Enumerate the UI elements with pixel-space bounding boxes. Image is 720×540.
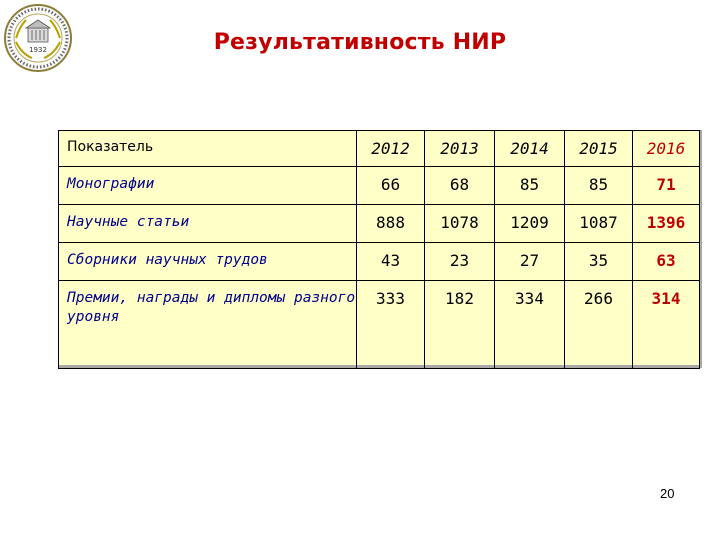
table-header-row — [59, 131, 700, 167]
table-cell-highlight: 71 — [633, 167, 700, 205]
table-cell: 1209 — [495, 205, 565, 243]
row-label: Сборники научных трудов — [59, 243, 357, 281]
table-row — [59, 243, 700, 281]
table-cell: 266 — [565, 281, 633, 369]
table-row — [59, 167, 700, 205]
table-cell-highlight: 1396 — [633, 205, 700, 243]
table-cell: 1078 — [425, 205, 495, 243]
row-label: Монографии — [59, 167, 357, 205]
results-table — [58, 130, 700, 369]
table-cell-highlight: 314 — [633, 281, 700, 369]
page-number: 20 — [660, 486, 675, 501]
table-cell: 27 — [495, 243, 565, 281]
page-title: Результативность НИР — [213, 30, 507, 55]
table-cell: 888 — [357, 205, 425, 243]
table-cell-highlight: 63 — [633, 243, 700, 281]
svg-text:1932: 1932 — [29, 46, 47, 54]
table-cell: 68 — [425, 167, 495, 205]
column-header-year: 2012 — [357, 131, 425, 167]
column-header-year: 2015 — [565, 131, 633, 167]
table-cell: 1087 — [565, 205, 633, 243]
row-label: Научные статьи — [59, 205, 357, 243]
table-cell: 333 — [357, 281, 425, 369]
row-label: Премии, награды и дипломы разного уровня — [59, 281, 357, 369]
results-table-container — [58, 130, 702, 368]
column-header-indicator: Показатель — [59, 131, 357, 167]
table-row — [59, 205, 700, 243]
table-cell: 66 — [357, 167, 425, 205]
column-header-year: 2014 — [495, 131, 565, 167]
table-cell: 35 — [565, 243, 633, 281]
column-header-year: 2013 — [425, 131, 495, 167]
table-cell: 182 — [425, 281, 495, 369]
table-cell: 43 — [357, 243, 425, 281]
table-cell: 334 — [495, 281, 565, 369]
table-row — [59, 281, 700, 369]
table-cell: 23 — [425, 243, 495, 281]
table-cell: 85 — [495, 167, 565, 205]
table-cell: 85 — [565, 167, 633, 205]
column-header-year-highlight: 2016 — [633, 131, 700, 167]
